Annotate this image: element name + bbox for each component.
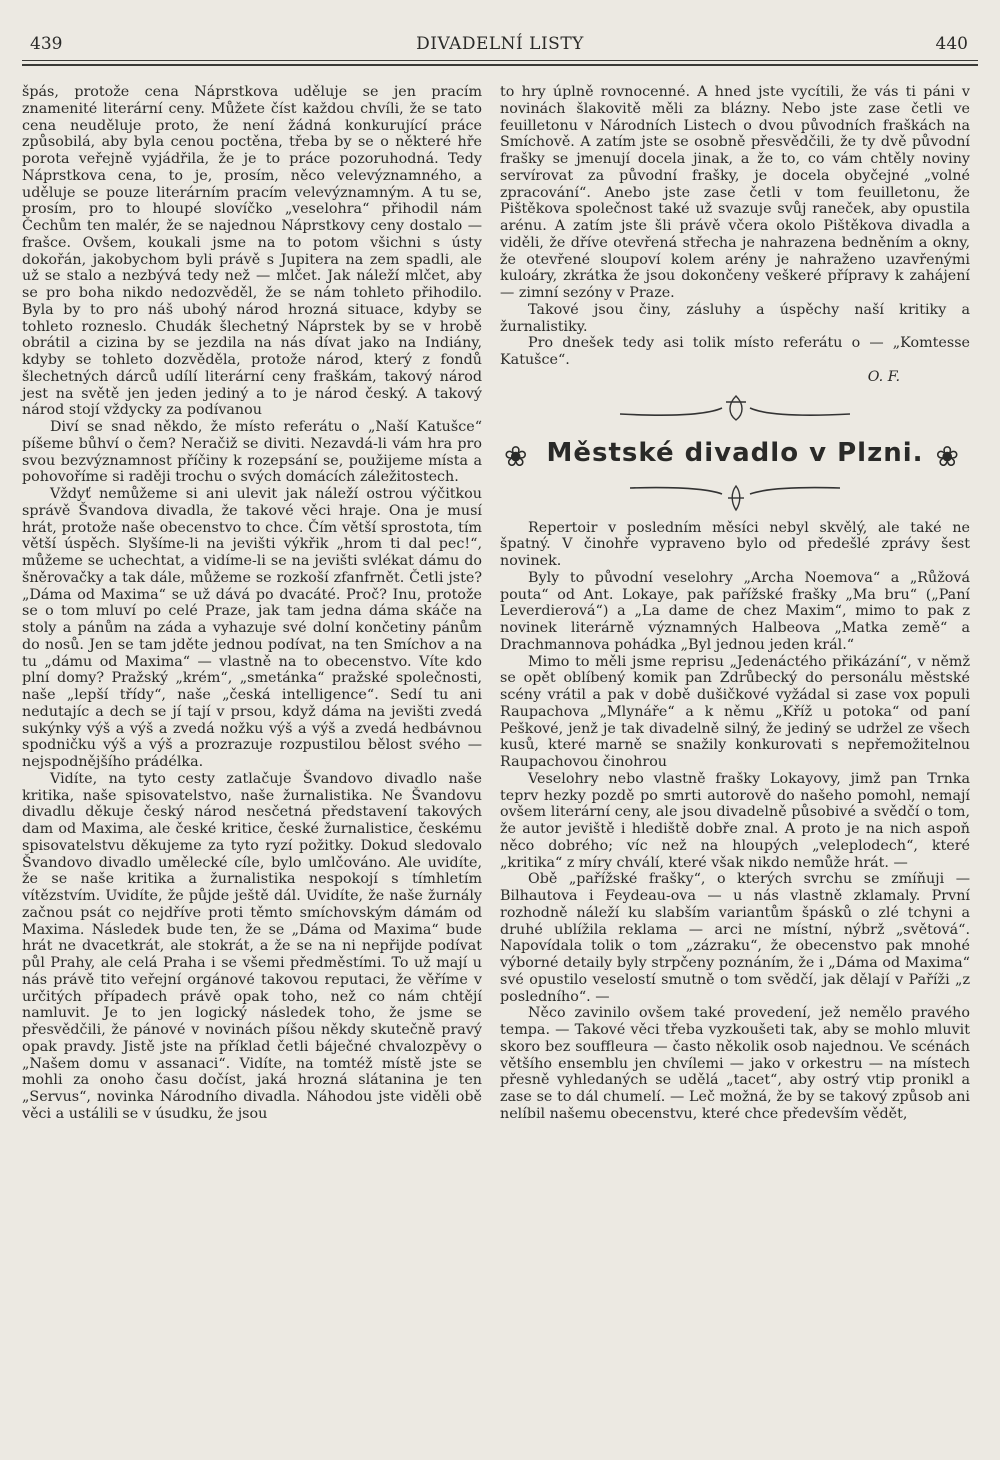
ornament-divider-top xyxy=(500,392,970,426)
author-signature xyxy=(500,369,970,386)
ornament-divider-bottom xyxy=(500,480,970,514)
journal-title: DIVADELNÍ LISTY xyxy=(416,34,584,54)
paragraph: Diví se snad někdo, že místo referátu o „Naší Katušce“ píšeme bůhví o čem? Neračiž se diviti. Nezavdá-li vám hra pro svou bezvýznamnost příčiny k rozepsání se, použijeme místa a pohovoříme si raději trochu o svých domácích záležitostech. xyxy=(22,419,482,486)
left-flourish-icon: ❀ xyxy=(504,439,529,473)
paragraph: Obě „pařížské frašky“, o kterých svrchu se zmíňuji — Bilhautova i Feydeau-ova — u nás vlastně zklamaly. První rozhodně náleží ku slabším variantům špásků o zlé tchyni a druhé ublížila reklama — arci ne místní, nýbrž „světová“. Napovídala tolik o tom „zázraku“, že obecenstvo pak mnohé výborné detaily byly strpčeny poznáním, že i „Dáma od Maxima“ své opustilo veselostí smutně o tom svědčí, jak dělají v Paříži „z posledního“. — xyxy=(500,871,970,1005)
right-column xyxy=(500,84,970,1123)
right-flourish-icon: ❀ xyxy=(935,439,960,473)
page-number-left: 439 xyxy=(30,34,63,54)
signature-text: O. F. xyxy=(867,368,900,385)
paragraph: Repertoir v posledním měsíci nebyl skvělý, ale také ne špatný. V činohře vypraveno bylo od předešlé zprávy šest novinek. xyxy=(500,519,970,569)
paragraph: Mimo to měli jsme reprisu „Jedenáctého přikázání“, v němž se opět oblíbený komik pan Zdrůbecký do personálu městské scény vrátil a pak v době dušičkové vyžádal si zase vox populi Raupachova „Mlynáře“ a k němu „Kříž u potoka“ od paní Peškové, jenž je tak divadelně silný, že jediný se udržel ze všech kusů, které marně se snažily konkurovati s nepřemožitelnou Raupachovou činohrou xyxy=(500,653,970,770)
paragraph: Vidíte, na tyto cesty zatlačuje Švandovo divadlo naše kritika, naše spisovatelstvo, naše žurnalistika. Ne Švandovu divadlu děkuje český národ nesčetná představení takových dam od Maxima, ale české kritice, české žurnalistice, českému spisovatelstvu děkujeme za tyto ryzí požitky. Dokud sledovalo Švandovo divadlo umělecké cíle, bylo umlčováno. Ale uvidíte, že se naše kritika a žurnalistika nespokojí s tímhletím vítězstvím. Uvidíte, že půjde ještě dál. Uvidíte, že naše žurnály začnou psát co nejdříve proti těmto smíchovským dámám od Maxima. Následek bude ten, že se „Dáma od Maxima“ bude hrát ne dvacetkrát, ale stokrát, a že se na ni nepřijde podívat půl Prahy, ale celá Praha i se všemi předměstími. To už mají u nás právě tito veřejní orgánové takovou reputaci, že věříme v určitých případech právě opak toho, než co nám chtějí namluvit. Je to jen logický následek toho, že jsme se přesvědčili, že pánové v novinách píšou někdy skutečně pravý opak pravdy. Jistě jste na příklad četli báječné chvalozpěvy o „Našem domu v assanaci“. Vidíte, na tomtéž místě jste se mohli za onoho času dočíst, jaká hrozná slátanina je ten „Servus“, novinka Národního divadla. Náhodou jste viděli obě věci a ustálili se v úsudku, že jsou xyxy=(22,770,482,1122)
paragraph: Něco zavinilo ovšem také provedení, jež nemělo pravého tempa. — Takové věci třeba vyzkoušeti tak, aby se mohlo mluvit skoro bez souffleura — často několik osob najednou. Ve scénách většího ensemblu jen chvílemi — jako v orkestru — na místech přesně vyhledaných se udělá „tacet“, aby ostrý vtip pronikl a zase se to dál chumelí. — Leč možná, že by se takový způsob ani nelíbil našemu obecenstvu, které chce především vědět, xyxy=(500,1005,970,1122)
paragraph: Veselohry nebo vlastně frašky Lokayovy, jimž pan Trnka teprv hezky pozdě po smrti autorově do našeho pomohl, nemají ovšem literární ceny, ale jsou divadelně působivé a svědčí o tom, že autor jeviště i hlediště dobře znal. A proto je na nich aspoň něco dobrého; víc než na hloupých „veleplodech“, které „kritika“ z míry chválí, které však nikdo nemůže hrát. — xyxy=(500,770,970,871)
paragraph: Byly to původní veselohry „Archa Noemova“ a „Růžová pouta“ od Ant. Lokaye, pak pařížské frašky „Ma bru“ („Paní Leverdierová“) a „La dame de chez Maxim“, mimo to pak z novinek literárně významných Halbeova „Matka země“ a Drachmannova pohádka „Byl jednou jeden král.“ xyxy=(500,569,970,653)
paragraph: Pro dnešek tedy asi tolik místo referátu o — „Komtesse Katušce“. xyxy=(500,335,970,368)
header-rule-double xyxy=(22,64,978,66)
section-title xyxy=(500,432,970,474)
paragraph: Vždyť nemůžeme si ani ulevit jak náleží ostrou výčitkou správě Švandova divadla, že takové věci hraje. Ona je musí hrát, protože naše obecenstvo to chce. Čím větší sprostota, tím větší úspěch. Slyšíme-li na jevišti výkřik „hrom ti dal pec!“, můžeme se uchechtat, a vidíme-li se na jevišti svlékat dámu do šněrovačky a tak dále, můžeme se rozkoší zfanfrnět. Četli jste? „Dáma od Maxima“ se už dává po dvacáté. Proč? Inu, protože se o tom mluví po celé Praze, jak tam jedna dáma skáče na stoly a pánům na záda a vyhazuje své dolní končetiny pánům do nosů. Jen se tam jděte jednou podívat, na ten Smíchov a na tu „dámu od Maxima“ — vlastně na to obecenstvo. Víte kdo plní domy? Pražský „krém“, „smetánka“ pražské společnosti, naše „lepší třídy“, naše „česká intelligence“. Sedí tu ani nedutajíc a dech se jí tají v prsou, když dáma na jevišti zvedá sukýnky výš a výš a zvedá nožku výš a výš a zvedá hedbávnou spodničku výš a výš a prozrazuje rozpustilou bělost svého — nejspodnějšího prádélka. xyxy=(22,486,482,770)
ornament-flourish-icon xyxy=(500,480,970,514)
header-rule xyxy=(22,60,978,61)
ornament-flourish-icon xyxy=(500,392,970,426)
section-title-text: Městské divadlo v Plzni. xyxy=(546,437,924,468)
paragraph: špás, protože cena Náprstkova uděluje se jen pracím znamenité literární ceny. Můžete číst každou chvíli, že se tato cena neuděluje proto, že není žádná konkurující práce způsobilá, aby byla cenou poctěna, třeba by se o některé hře porota veřejně vyjádřila, že je to práce pozoruhodná. Tedy Náprstkova cena, to je, prosím, něco velevýznamného, a uděluje se pouze literárním pracím velevýznamným. A tu se, prosím, pro to hloupé slovíčko „veselohra“ přihodil nám Čechům ten malér, že se najednou Náprstkovy ceny dostalo — frašce. Ovšem, koukali jsme na to potom všichni s ústy dokořán, jakobychom byli právě s Jupitera na zem spadli, ale už se stalo a nezbývá tedy než — mlčet. Jak náleží mlčet, aby se pro boha nikdo nedozvěděl, že se nám tohleto přihodilo. Byla by to pro náš ubohý národ hrozná situace, kdyby se tohleto rozneslo. Chudák šlechetný Náprstek by se v hrobě obrátil a cizina by se jezdila na nás dívat jako na Indiány, kdyby se tohleto dozvěděla, protože národ, který z fondů šlechetných dárců udílí literární ceny fraškám, takový národ jest na světě jen jeden jediný a to je národ český. A takový národ stojí vždycky za podívanou xyxy=(22,84,482,419)
page-header xyxy=(22,28,978,68)
paragraph: Takové jsou činy, zásluhy a úspěchy naší kritiky a žurnalistiky. xyxy=(500,301,970,335)
left-column xyxy=(22,84,482,1123)
paragraph: to hry úplně rovnocenné. A hned jste vycítili, že vás ti páni v novinách šlakovitě měli za blázny. Nebo jste zase četli ve feuilletonu v Národních Listech o dvou původních fraškách na Smíchově. A zatím jste se osobně přesvědčili, že ty dvě původní frašky se jmenují docela jinak, a že to, co vám chtěly noviny servírovat za původní frašky, je docela obyčejné „volné zpracování“. Anebo jste zase četli v tom feuilletonu, že Pištěkova společnost také už svazuje svůj raneček, aby opustila arénu. A zatím jste šli právě včera okolo Pištěkova divadla a viděli, že dříve otevřená střecha je nahrazena bedněním a okny, že otevřené sloupoví kolem arény je nahraženo uzavřenými kuloáry, zkrátka že jsou dokončeny veškeré přípravy k zahájení — zimní sezóny v Praze. xyxy=(500,84,970,301)
page-number-right: 440 xyxy=(935,34,968,54)
